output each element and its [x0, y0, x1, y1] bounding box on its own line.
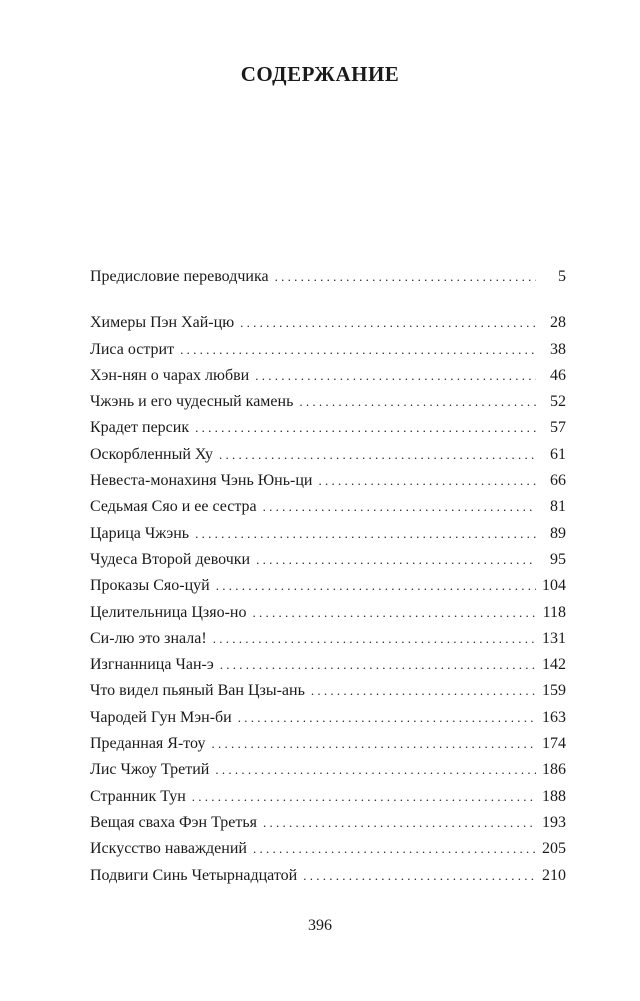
- toc-entry-title: Седьмая Сяо и ее сестра: [90, 498, 257, 516]
- dot-leader: [195, 420, 536, 436]
- toc-entry-page: 186: [542, 761, 566, 779]
- toc-entry-page: 89: [550, 524, 566, 542]
- toc-entry-page: 131: [542, 629, 566, 647]
- dot-leader: [255, 368, 536, 384]
- toc-entry-title: Чудеса Второй девочки: [90, 550, 251, 568]
- toc-entry[interactable]: [90, 446, 566, 472]
- toc-entry-title: Невеста-монахиня Чэнь Юнь-ци: [90, 472, 313, 490]
- toc-entry-title: Преданная Я-тоу: [90, 735, 206, 753]
- toc-entry-title: Проказы Сяо-цуй: [90, 577, 210, 595]
- table-of-contents: [90, 268, 566, 893]
- toc-entry[interactable]: [90, 630, 566, 656]
- dot-leader: [256, 552, 536, 568]
- toc-entry-page: 104: [542, 577, 566, 595]
- toc-entry-title: Искусство наваждений: [90, 840, 247, 858]
- toc-entry-page: 142: [542, 656, 566, 674]
- page-title: СОДЕРЖАНИЕ: [240, 62, 400, 86]
- dot-leader: [240, 315, 536, 331]
- toc-entry[interactable]: [90, 314, 566, 340]
- toc-entry-page: 193: [542, 813, 566, 831]
- dot-leader: [213, 631, 536, 647]
- toc-entry[interactable]: [90, 525, 566, 551]
- toc-entry-page: 188: [542, 787, 566, 805]
- toc-entry[interactable]: [90, 761, 566, 787]
- toc-entry-title: Изгнанница Чан-э: [90, 656, 214, 674]
- toc-entry-title: Предисловие переводчика: [90, 268, 269, 285]
- toc-entry-page: 5: [558, 268, 566, 285]
- toc-entry-page: 163: [542, 708, 566, 726]
- dot-leader: [303, 868, 536, 884]
- dot-leader: [192, 789, 536, 805]
- toc-entry[interactable]: [90, 341, 566, 367]
- toc-entry[interactable]: [90, 604, 566, 630]
- toc-entry-page: 66: [550, 472, 566, 490]
- toc-entry[interactable]: [90, 735, 566, 761]
- toc-entry-title: Лиса острит: [90, 340, 175, 358]
- toc-entry[interactable]: [90, 709, 566, 735]
- dot-leader: [263, 815, 536, 831]
- dot-leader: [215, 762, 536, 778]
- toc-entry[interactable]: [90, 577, 566, 603]
- toc-entry[interactable]: [90, 682, 566, 708]
- toc-entry-page: 57: [550, 419, 566, 437]
- dot-leader: [311, 683, 536, 699]
- dot-leader: [263, 499, 536, 515]
- dot-leader: [238, 710, 536, 726]
- toc-entry-page: 205: [542, 840, 566, 858]
- toc-entry-page: 52: [550, 393, 566, 411]
- dot-leader: [180, 342, 536, 358]
- toc-entry[interactable]: [90, 419, 566, 445]
- toc-entry[interactable]: [90, 268, 566, 294]
- dot-leader: [219, 447, 536, 463]
- toc-entry[interactable]: [90, 814, 566, 840]
- toc-entry-title: Царица Чжэнь: [90, 524, 190, 542]
- toc-entry-page: 95: [550, 550, 566, 568]
- toc-entry-page: 159: [542, 682, 566, 700]
- toc-entry[interactable]: [90, 393, 566, 419]
- toc-entry-title: Хэн-нян о чарах любви: [90, 366, 250, 384]
- dot-leader: [216, 578, 536, 594]
- toc-entry-title: Си-лю это знала!: [90, 629, 207, 647]
- toc-entry-title: Что видел пьяный Ван Цзы-ань: [90, 682, 305, 700]
- toc-entry-page: 210: [542, 866, 566, 884]
- toc-entry-title: Чародей Гун Мэн-би: [90, 708, 232, 726]
- toc-entry-title: Вещая сваха Фэн Третья: [90, 813, 257, 831]
- toc-entry-title: Странник Тун: [90, 787, 186, 805]
- toc-entry[interactable]: [90, 788, 566, 814]
- dot-leader: [211, 736, 536, 752]
- toc-entry-title: Целительница Цзяо-но: [90, 603, 247, 621]
- toc-entry[interactable]: [90, 498, 566, 524]
- toc-entry[interactable]: [90, 472, 566, 498]
- dot-leader: [253, 841, 536, 857]
- toc-entry-page: 118: [542, 603, 566, 621]
- toc-entry-title: Лис Чжоу Третий: [90, 761, 210, 779]
- dot-leader: [319, 473, 537, 489]
- toc-entry-title: Чжэнь и его чудесный камень: [90, 393, 294, 411]
- toc-entry-page: 174: [542, 735, 566, 753]
- toc-entry-title: Оскорбленный Ху: [90, 445, 214, 463]
- toc-entry-page: 46: [550, 366, 566, 384]
- dot-leader: [253, 605, 537, 621]
- toc-entry-page: 38: [550, 340, 566, 358]
- toc-entry[interactable]: [90, 840, 566, 866]
- toc-entry-title: Химеры Пэн Хай-цю: [90, 314, 235, 332]
- toc-entry-page: 81: [550, 498, 566, 516]
- dot-leader: [275, 269, 536, 285]
- toc-entry-page: 61: [550, 445, 566, 463]
- toc-entry-title: Крадет персик: [90, 419, 190, 437]
- toc-entry-page: 28: [550, 314, 566, 332]
- toc-entry[interactable]: [90, 867, 566, 893]
- dot-leader: [220, 657, 536, 673]
- toc-entry[interactable]: [90, 656, 566, 682]
- toc-entry[interactable]: [90, 367, 566, 393]
- toc-entry[interactable]: [90, 551, 566, 577]
- toc-entry-title: Подвиги Синь Четырнадцатой: [90, 866, 298, 884]
- page-number: 396: [308, 917, 332, 934]
- dot-leader: [299, 394, 536, 410]
- dot-leader: [195, 526, 536, 542]
